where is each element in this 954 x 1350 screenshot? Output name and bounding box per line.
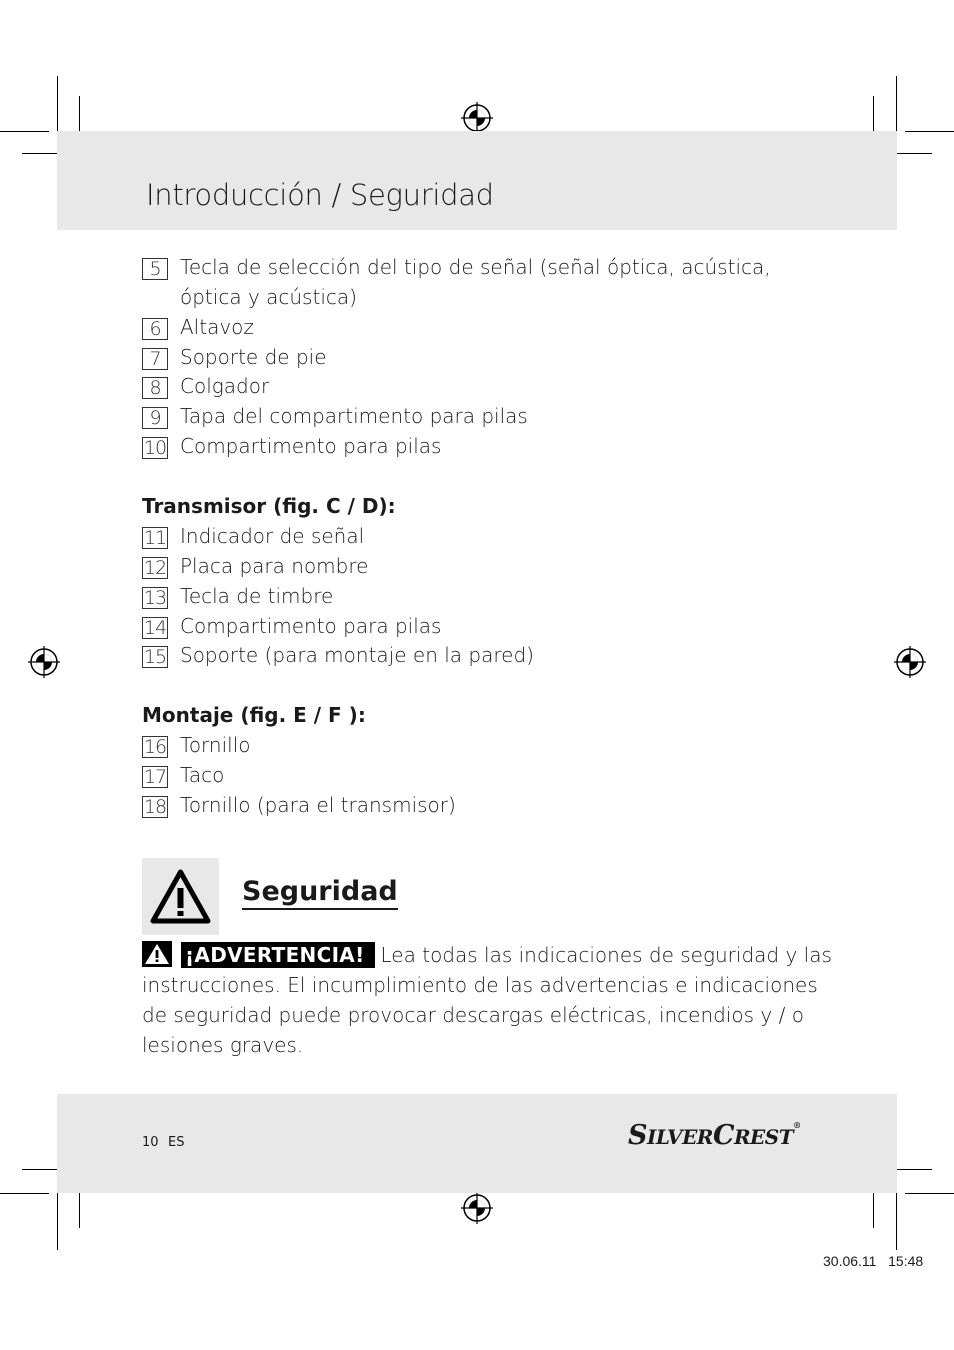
crop-mark — [57, 76, 58, 135]
item-text: Colgador — [180, 374, 270, 398]
crop-mark — [896, 76, 897, 135]
item-number: 10 — [143, 437, 167, 459]
warning-triangle-icon — [142, 941, 172, 967]
item-text: Tapa del compartimento para pilas — [180, 404, 528, 428]
registration-mark-icon — [461, 1192, 493, 1224]
warning-paragraph — [142, 940, 832, 1060]
item-text: Indicador de señal — [180, 524, 365, 548]
crop-mark — [905, 1193, 954, 1194]
page-number: 10 — [142, 1135, 159, 1150]
item-text: Soporte de pie — [180, 345, 327, 369]
registration-mark-icon — [894, 646, 926, 678]
crop-mark — [896, 1190, 897, 1250]
list-item — [142, 436, 441, 466]
list-item — [142, 795, 456, 825]
item-number: 12 — [143, 557, 167, 579]
crop-mark — [79, 1190, 80, 1228]
item-number: 7 — [142, 348, 168, 370]
item-text: Taco — [180, 763, 225, 787]
list-item — [142, 645, 534, 675]
crop-mark — [0, 1193, 49, 1194]
crop-mark — [873, 96, 874, 135]
mounting-heading: Montaje (fig. E / F ): — [142, 703, 366, 727]
crop-mark — [873, 1190, 874, 1228]
warning-text-first: Lea todas las indicaciones de seguridad y las — [380, 943, 832, 967]
item-number: 6 — [142, 318, 168, 340]
item-number: 17 — [143, 766, 167, 788]
transmitter-heading: Transmisor (fig. C / D): — [142, 494, 396, 518]
registration-mark-icon — [28, 646, 60, 678]
warning-box — [142, 858, 219, 935]
crop-mark — [905, 131, 954, 132]
item-text: Tecla de timbre — [180, 584, 334, 608]
item-number: 9 — [142, 407, 168, 429]
item-text: Altavoz — [180, 315, 254, 339]
item-number: 5 — [142, 258, 168, 280]
item-number: 16 — [143, 736, 167, 758]
item-number: 14 — [143, 617, 167, 639]
crop-mark — [0, 131, 49, 132]
registration-mark-icon — [461, 102, 493, 134]
item-number: 13 — [143, 587, 167, 609]
item-number: 15 — [143, 646, 167, 668]
safety-heading: Seguridad — [242, 876, 398, 910]
page-title: Introducción / Seguridad — [146, 178, 494, 212]
warning-badge: ¡ADVERTENCIA! — [181, 942, 375, 968]
item-number: 18 — [143, 796, 167, 818]
item-text: Compartimento para pilas — [180, 614, 442, 638]
item-text-continued: óptica y acústica) — [180, 285, 357, 309]
item-text: Tornillo — [180, 733, 251, 757]
item-text: Compartimento para pilas — [180, 434, 442, 458]
item-number: 11 — [143, 527, 167, 549]
warning-triangle-icon — [142, 858, 219, 935]
item-text: Tecla de selección del tipo de señal (señal óptica, acústica, — [180, 255, 771, 279]
list-item — [142, 255, 771, 309]
item-number: 8 — [142, 377, 168, 399]
item-text: Tornillo (para el transmisor) — [180, 793, 456, 817]
item-text: Soporte (para montaje en la pared) — [180, 643, 534, 667]
brand-logo: SILVERCREST® — [628, 1120, 801, 1151]
crop-mark — [79, 96, 80, 135]
language-code: ES — [168, 1135, 185, 1150]
item-text: Placa para nombre — [180, 554, 369, 578]
print-timestamp: 30.06.11 15:48 — [823, 1253, 924, 1269]
warning-text-rest: instrucciones. El incumplimiento de las advertencias e indicaciones de seguridad puede provocar descargas eléctricas, incendios y / o lesiones graves. — [142, 973, 818, 1057]
crop-mark — [57, 1190, 58, 1250]
